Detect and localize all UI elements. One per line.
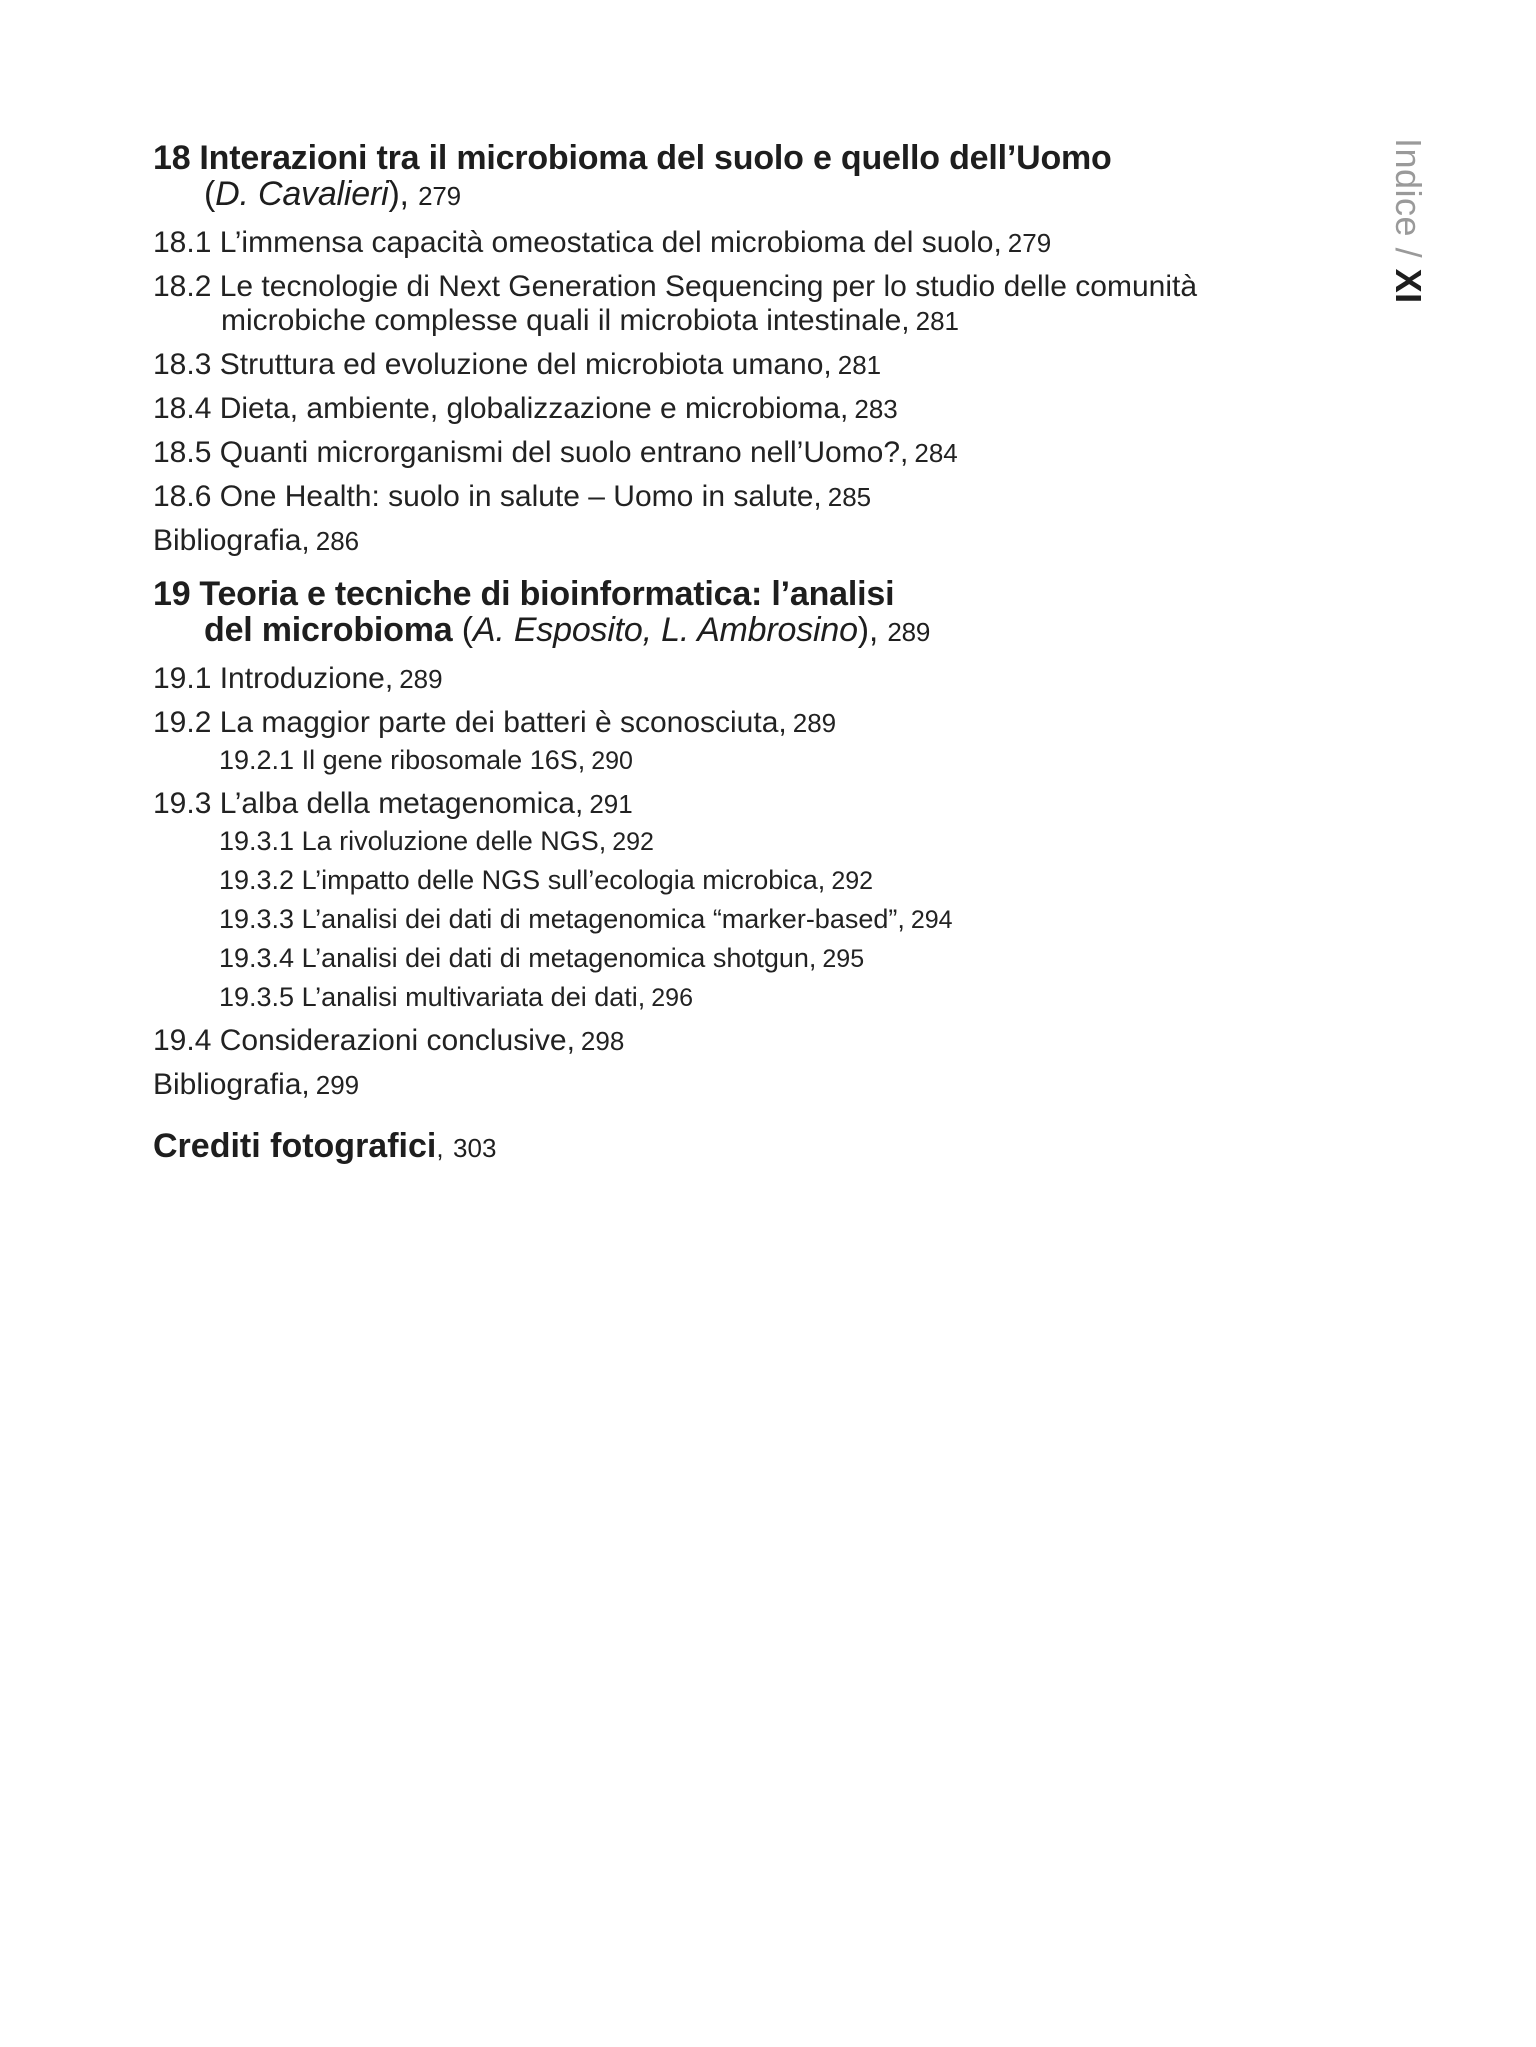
page-number: 298 [580,1026,625,1056]
chapter-title-continued: del microbioma (A. Esposito, L. Ambrosino), 289 [204,611,931,649]
page-number: 285 [827,482,872,512]
chapter-number: 19 [153,575,191,613]
page-number: 296 [651,984,693,1012]
toc-entry-19-1[interactable]: 19.1 Introduzione, 289 [153,662,443,695]
page-number: 284 [914,438,958,468]
toc-entry-18-2[interactable]: 18.2 Le tecnologie di Next Generation Sequencing per lo studio delle comunità microbiche complesse quali il microbiota intestinale, 281 [153,270,1198,337]
table-of-contents [153,140,1333,1166]
toc-entry-19-4[interactable]: 19.4 Considerazioni conclusive, 298 [153,1024,625,1057]
chapter-19-heading[interactable] [153,576,1333,650]
page-number: 290 [591,747,633,775]
toc-entry-19-2[interactable]: 19.2 La maggior parte dei batteri è sconosciuta, 289 [153,706,837,739]
page-number: 303 [453,1133,497,1163]
page-number: 289 [792,708,837,738]
page-number: 286 [315,526,360,556]
page-number: 283 [854,394,898,424]
chapter-number: 18 [153,139,191,177]
chapter-authors: A. Esposito, L. Ambrosino [472,611,858,649]
chapter-title: Teoria e tecniche di bioinformatica: l’analisi [199,575,895,613]
toc-subentry-19-3-5[interactable]: 19.3.5 L’analisi multivariata dei dati, 296 [219,982,693,1012]
page-number: 294 [910,906,953,934]
chapter-title: Interazioni tra il microbioma del suolo e quello dell’Uomo [199,139,1112,177]
page-number: 279 [418,181,461,211]
page-number: 291 [589,789,633,819]
chapter-18-heading[interactable] [153,140,1333,214]
toc-entry-18-4[interactable]: 18.4 Dieta, ambiente, globalizzazione e microbioma, 283 [153,392,898,425]
toc-subentry-19-3-4[interactable]: 19.3.4 L’analisi dei dati di metagenomica shotgun, 295 [219,943,865,973]
page-number: 279 [1007,228,1052,258]
toc-entry-19-3[interactable]: 19.3 L’alba della metagenomica, 291 [153,787,633,820]
page-number: 292 [831,867,874,895]
running-head-text [1388,138,1428,304]
toc-entry-18-6[interactable]: 18.6 One Health: suolo in salute – Uomo in salute, 285 [153,480,872,513]
toc-subentry-19-3-3[interactable]: 19.3.3 L’analisi dei dati di metagenomica “marker-based”, 294 [219,904,953,934]
chapter-authors-line: (D. Cavalieri), 279 [204,175,461,213]
running-head-label: Indice / [1388,138,1429,269]
toc-entry-18-3[interactable]: 18.3 Struttura ed evoluzione del microbiota umano, 281 [153,348,882,381]
page-number: 289 [399,664,443,694]
toc-subentry-19-3-1[interactable]: 19.3.1 La rivoluzione delle NGS, 292 [219,826,654,856]
page-number: 292 [612,828,654,856]
running-head [1388,138,1458,308]
page-number: 289 [887,617,931,647]
page-number: 295 [822,945,865,973]
toc-entry-18-bibliography[interactable]: Bibliografia, 286 [153,524,360,557]
page-number: 281 [837,350,882,380]
toc-entry-18-1[interactable]: 18.1 L’immensa capacità omeostatica del microbioma del suolo, 279 [153,226,1052,259]
chapter-authors: D. Cavalieri [215,175,389,213]
photo-credits-heading[interactable]: Crediti fotografici, 303 [153,1127,497,1165]
page-number: 299 [315,1070,360,1100]
page-number: 281 [915,306,960,336]
page-folio: XI [1388,268,1429,304]
toc-subentry-19-3-2[interactable]: 19.3.2 L’impatto delle NGS sull’ecologia microbica, 292 [219,865,874,895]
toc-subentry-19-2-1[interactable]: 19.2.1 Il gene ribosomale 16S, 290 [219,745,633,775]
toc-entry-19-bibliography[interactable]: Bibliografia, 299 [153,1068,360,1101]
toc-entry-18-5[interactable]: 18.5 Quanti microrganismi del suolo entrano nell’Uomo?, 284 [153,436,958,469]
